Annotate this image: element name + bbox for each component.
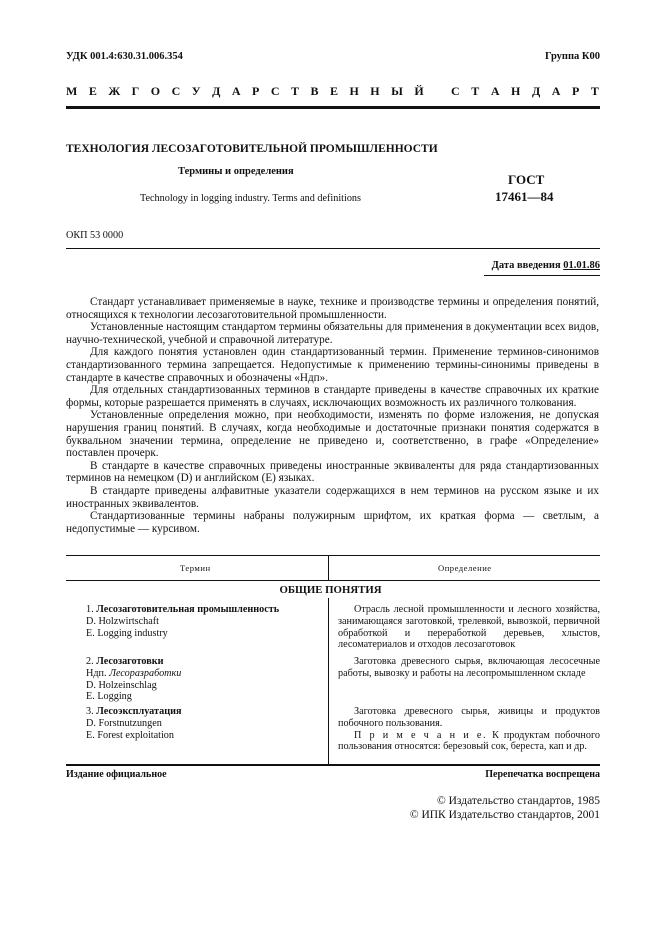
heading-word-interstate [66,84,424,99]
heading-letter: А [490,84,500,98]
term-definition [338,706,600,753]
term-german: D. Holzwirtschaft [86,615,159,627]
heading-letter: Ж [108,84,121,98]
gost-label: ГОСТ [508,172,545,187]
heading-letter: Н [511,84,521,98]
definition-text: Заготовка древесного сырья, живицы и продуктов побочного пользования. [338,706,600,729]
term-number: 3. [86,706,94,717]
okp-rule [66,248,600,249]
paragraph: Стандарт устанавливает применяемые в науке, технике и производстве термины и определения понятий, относящихся к технологии лесозаготовительной промышленности. [66,296,599,321]
section-title: ОБЩИЕ ПОНЯТИЯ [279,584,382,596]
udk-code: УДК 001.4:630.31.006.354 [66,51,183,62]
document-subtitle: Термины и определения [178,166,294,177]
ndp-term: Лесоразработки [109,667,182,679]
english-title: Technology in logging industry. Terms and definitions [140,193,361,204]
heading-letter: Н [370,84,380,98]
heading-letter: Р [572,84,580,98]
group-code: Группа К00 [544,51,600,62]
column-header-definition: Определение [438,563,492,573]
reprint-prohibited: Перепечатка воспрещена [485,769,600,780]
body-column-divider [328,598,329,764]
note-label: П р и м е ч а н и е. [354,729,488,741]
heading-letter: С [171,84,181,98]
heading-word-standard [451,84,599,99]
heading-letter: Т [590,84,599,98]
header-column-divider [328,555,329,581]
intro-date-value: 01.01.86 [563,260,600,271]
note-text: К продуктам побочного пользования относятся: березовый сок, береста, кап и др. [338,729,600,753]
copyright-2001: © ИПК Издательство стандартов, 2001 [409,809,600,821]
okp-code: ОКП 53 0000 [66,230,124,241]
heading-letter: С [451,84,460,98]
term-name: Лесоэксплуатация [96,706,182,717]
table-row [86,604,279,639]
heading-letter: Н [349,84,359,98]
heading-letter: М [66,84,78,98]
heading-letter: Р [251,84,260,98]
term-english: E. Forest exploitation [86,729,174,741]
paragraph: Стандартизованные термины набраны полужирным шрифтом, их краткая форма — светлым, а недопустимые — курсивом. [66,510,599,535]
gost-number: 17461—84 [495,189,554,204]
definition-note [338,730,600,754]
term-number: 2. [86,656,94,667]
heading-letter: Т [471,84,480,98]
term-german: D. Holzeinschlag [86,679,157,691]
term-german: D. Forstnutzungen [86,717,162,729]
heading-letter: У [191,84,201,98]
term-definition [338,604,600,651]
official-edition: Издание официальное [66,769,167,780]
paragraph: Установленные настоящим стандартом термины обязательны для применения в документации всех видов, научно-технической, учебной и справочной литературе. [66,321,599,346]
heading-letter: Г [131,84,140,98]
ndp-label: Ндп. [86,667,107,679]
intro-date [492,260,600,271]
heading-letter: В [310,84,319,98]
heading-letter: Д [531,84,541,98]
heading-letter: Ы [391,84,403,98]
paragraph: В стандарте приведены алфавитные указатели содержащихся в нем терминов на русском языке и их иностранных эквивалентов. [66,484,599,510]
heading-letter: С [270,84,280,98]
heading-letter: Й [414,84,424,98]
term-english: E. Logging [86,691,132,703]
term-name: Лесозаготовки [96,656,164,667]
copyright-1985: © Издательство стандартов, 1985 [436,795,600,807]
intro-date-label: Дата введения [491,260,561,271]
definition-text: Заготовка древесного сырья, включающая лесосечные работы, вывозку и работы на лесопромышленном складе [338,656,600,679]
table-header-rule [66,580,600,581]
heading-letter: Т [290,84,299,98]
table-top-rule [66,555,600,556]
heading-letter: Е [329,84,338,98]
paragraph: В стандарте в качестве справочных приведены иностранные эквиваленты для ряда стандартизованных терминов на немецком (D) и английском (E) языках. [66,459,599,485]
term-number: 1. [86,604,94,615]
heading-letter: О [150,84,161,98]
definition-text: Отрасль лесной промышленности и лесного хозяйства, занимающаяся заготовкой, трелевкой, вывозкой, первичной обработкой и переработкой деревьев, хлыстов, лесоматериалов и отходов лесозаготовок [338,604,600,651]
heading-letter: Д [212,84,221,98]
paragraph: Установленные определения можно, при необходимости, изменять по форме изложения, не допуская нарушения границ понятий. В случаях, когда необходимые и достаточные признаки понятия содержатся в буквальном значении термина, определение не приведено и, соответственно, в графе «Определение» поставлен прочерк. [66,409,599,460]
table-row [86,706,181,741]
term-english: E. Logging industry [86,627,168,639]
column-header-term: Термин [180,563,211,573]
intro-date-rule [484,275,600,276]
document-title: ТЕХНОЛОГИЯ ЛЕСОЗАГОТОВИТЕЛЬНОЙ ПРОМЫШЛЕННОСТИ [66,143,438,155]
paragraph: Для каждого понятия установлен один стандартизованный термин. Применение терминов-синонимов стандартизованного термина запрещается. Недопустимые к применению термины-синонимы приведены в стандарте в качестве справочных и обозначены «Ндп». [66,346,599,384]
footer-rule [66,764,600,766]
heading-letter: А [231,84,241,98]
paragraph: Для отдельных стандартизованных терминов в стандарте приведены в качестве справочных их краткие формы, которые разрешается применять в случаях, исключающих возможность их различного толкования. [66,384,599,409]
intro-text [66,296,599,535]
heading-letter: А [551,84,561,98]
table-row [86,656,181,703]
header-rule [66,106,600,109]
heading-letter: Е [88,84,97,98]
term-name: Лесозаготовительная промышленность [96,604,280,615]
term-definition [338,656,600,680]
interstate-standard-heading [66,84,599,99]
